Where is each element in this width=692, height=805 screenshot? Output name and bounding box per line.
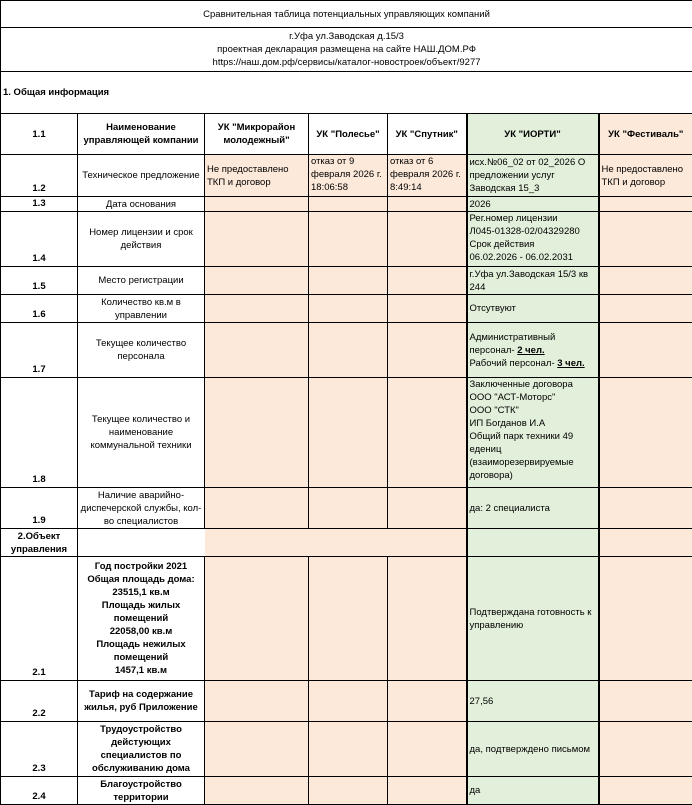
table-row [1, 378, 692, 488]
table-row [1, 681, 692, 722]
cell-company-5 [599, 681, 692, 722]
declaration-text: проектная декларация размещена на сайте НАШ.ДОМ.РФ [217, 44, 476, 55]
cell-company-1 [205, 378, 309, 488]
build-year: Год постройки 2021 [94, 561, 188, 572]
cell-company-3: отказ от 6 февраля 2026 г. 8:49:14 [388, 155, 467, 197]
row-num: 2.1 [1, 557, 78, 681]
header-company-2: УК "Полесье" [309, 114, 388, 155]
table-row [1, 323, 692, 378]
cell-company-2 [309, 378, 388, 488]
cell-company-3 [388, 212, 467, 267]
row-label: Благоустройство территории [78, 777, 205, 805]
cell-company-2: отказ от 9 февраля 2026 г. 18:06:58 [309, 155, 388, 197]
cell-company-4: 2026 [467, 197, 599, 212]
row-label: Текущее количество персонала [78, 323, 205, 378]
cell-company-2 [309, 557, 388, 681]
cell-company-4: да [467, 777, 599, 805]
row-num: 2.4 [1, 777, 78, 805]
total-area-value: 23515,1 кв.м [112, 587, 170, 598]
header-company-5: УК "Фестиваль" [599, 114, 692, 155]
cell-company-1 [205, 488, 309, 529]
cell-company-5 [599, 557, 692, 681]
license-label: Рег.номер лицензии [469, 213, 558, 224]
row-label: Текущее количество и наименование коммунальной техники [78, 378, 205, 488]
cell-company-1 [205, 212, 309, 267]
row-num: 1.5 [1, 267, 78, 295]
row-label: Дата основания [78, 197, 205, 212]
row-num: 1.6 [1, 295, 78, 323]
header-company-name: Наименование управляющей компании [78, 114, 205, 155]
cell-company-1 [205, 722, 309, 777]
cell-company-5 [599, 197, 692, 212]
contract-2: ООО "СТК" [469, 405, 519, 416]
cell-company-2 [309, 295, 388, 323]
cell-company-2 [309, 212, 388, 267]
table-row [1, 267, 692, 295]
cell-company-4: да, подтверждено письмом [467, 722, 599, 777]
row-label: Наличие аварийно-диспечерской службы, кол-во специалистов [78, 488, 205, 529]
cell-company-4: исх.№06_02 от 02_2026 О предложении услуг Заводская 15_3 [467, 155, 599, 197]
cell-company-4 [467, 323, 599, 378]
total-area-label: Общая площадь дома: [87, 574, 195, 585]
license-term-label: Срок действия [469, 239, 535, 250]
address-row [1, 28, 692, 72]
title-row [1, 1, 692, 28]
row-label: Количество кв.м в управлении [78, 295, 205, 323]
section-2-fill-4 [467, 529, 599, 557]
row-num: 1.9 [1, 488, 78, 529]
cell-company-4 [467, 378, 599, 488]
table-row [1, 295, 692, 323]
cell-company-3 [388, 681, 467, 722]
row-label: Тариф на содержание жилья, руб Приложение [78, 681, 205, 722]
cell-company-2 [309, 681, 388, 722]
cell-company-1 [205, 557, 309, 681]
header-company-3: УК "Спутник" [388, 114, 467, 155]
cell-company-1 [205, 777, 309, 805]
row-label [78, 557, 205, 681]
row-num: 2.2 [1, 681, 78, 722]
address-block [1, 28, 692, 72]
admin-staff-count: 2 чел. [517, 344, 545, 356]
table-title: Сравнительная таблица потенциальных управляющих компаний [1, 1, 692, 28]
cell-company-5 [599, 488, 692, 529]
contracts-label: Заключенные договора [469, 379, 573, 390]
row-label: Трудоустройство дейстующих специалистов по обслуживанию дома [78, 722, 205, 777]
cell-company-2 [309, 267, 388, 295]
cell-company-4: Отсутвуют [467, 295, 599, 323]
license-number: Л045-01328-02/04329280 [469, 226, 580, 237]
address-text: г.Уфа ул.Заводская д.15/3 [289, 31, 404, 42]
cell-company-1: Не предоставлено ТКП и договор [205, 155, 309, 197]
cell-company-5: Не предоставлено ТКП и договор [599, 155, 692, 197]
cell-company-3 [388, 267, 467, 295]
row-num: 1.3 [1, 197, 78, 212]
table-row [1, 212, 692, 267]
admin-staff-label: Административный персонал- [469, 331, 556, 356]
cell-company-1 [205, 681, 309, 722]
fleet-total: Общий парк техники 49 едениц [469, 431, 574, 455]
row-num: 1.8 [1, 378, 78, 488]
section-2-fill-2 [309, 529, 388, 557]
cell-company-2 [309, 722, 388, 777]
cell-company-1 [205, 267, 309, 295]
work-staff-label: Рабочий персонал- [469, 357, 558, 369]
cell-company-4: да: 2 специалиста [467, 488, 599, 529]
cell-company-3 [388, 295, 467, 323]
row-label: Номер лицензии и срок действия [78, 212, 205, 267]
table-row [1, 722, 692, 777]
cell-company-4 [467, 212, 599, 267]
cell-company-1 [205, 197, 309, 212]
table-row [1, 557, 692, 681]
cell-company-2 [309, 488, 388, 529]
work-staff-line [470, 357, 596, 370]
nonliving-area-label: Площадь нежилых помещений [96, 639, 186, 663]
living-area-label: Площадь жилых помещений [101, 600, 181, 624]
table-row [1, 155, 692, 197]
work-staff-count: 3 чел. [557, 357, 585, 369]
cell-company-3 [388, 488, 467, 529]
section-2-fill-5 [599, 529, 692, 557]
cell-company-1 [205, 295, 309, 323]
cell-company-5 [599, 295, 692, 323]
cell-company-3 [388, 323, 467, 378]
cell-company-4: г.Уфа ул.Заводская 15/3 кв 244 [467, 267, 599, 295]
row-label: Техническое предложение [78, 155, 205, 197]
cell-company-3 [388, 557, 467, 681]
row-label: Место регистрации [78, 267, 205, 295]
license-term: 06.02.2026 - 06.02.2031 [469, 252, 574, 263]
section-2-row [1, 529, 692, 557]
cell-company-5 [599, 777, 692, 805]
cell-company-5 [599, 722, 692, 777]
contract-1: ООО "АСТ-Моторс" [469, 392, 556, 403]
row-num: 2.3 [1, 722, 78, 777]
table-row [1, 488, 692, 529]
section-2-fill-1 [205, 529, 309, 557]
cell-company-5 [599, 212, 692, 267]
cell-company-3 [388, 197, 467, 212]
cell-company-1 [205, 323, 309, 378]
cell-company-2 [309, 323, 388, 378]
nonliving-area-value: 1457,1 кв.м [115, 665, 167, 676]
table-row [1, 197, 692, 212]
section-2-title: 2.Объект управления [1, 529, 78, 557]
cell-company-2 [309, 197, 388, 212]
declaration-url[interactable]: https://наш.дом.рф/сервисы/каталог-новостроек/объект/9277 [212, 57, 481, 68]
cell-company-4: Подтверждана готовность к управлению [467, 557, 599, 681]
section-2-blank [78, 529, 205, 557]
row-num: 1.4 [1, 212, 78, 267]
cell-company-5 [599, 378, 692, 488]
cell-company-5 [599, 267, 692, 295]
row-num: 1.2 [1, 155, 78, 197]
cell-company-2 [309, 777, 388, 805]
cell-company-4: 27,56 [467, 681, 599, 722]
cell-company-3 [388, 378, 467, 488]
cell-company-5 [599, 323, 692, 378]
section-1-title: 1. Общая информация [1, 72, 692, 114]
section-2-fill-3 [388, 529, 467, 557]
cell-company-3 [388, 722, 467, 777]
header-num: 1.1 [1, 114, 78, 155]
column-header-row [1, 114, 692, 155]
living-area-value: 22058,00 кв.м [109, 626, 173, 637]
header-company-4: УК "ИОРТИ" [467, 114, 599, 155]
fleet-note: (взаиморезервируемые договора) [469, 457, 574, 481]
contract-3: ИП Богданов И.А [469, 418, 546, 429]
cell-company-3 [388, 777, 467, 805]
section-1-row [1, 72, 692, 114]
table-row [1, 777, 692, 805]
header-company-1: УК "Микрорайон молодежный" [205, 114, 309, 155]
row-num: 1.7 [1, 323, 78, 378]
